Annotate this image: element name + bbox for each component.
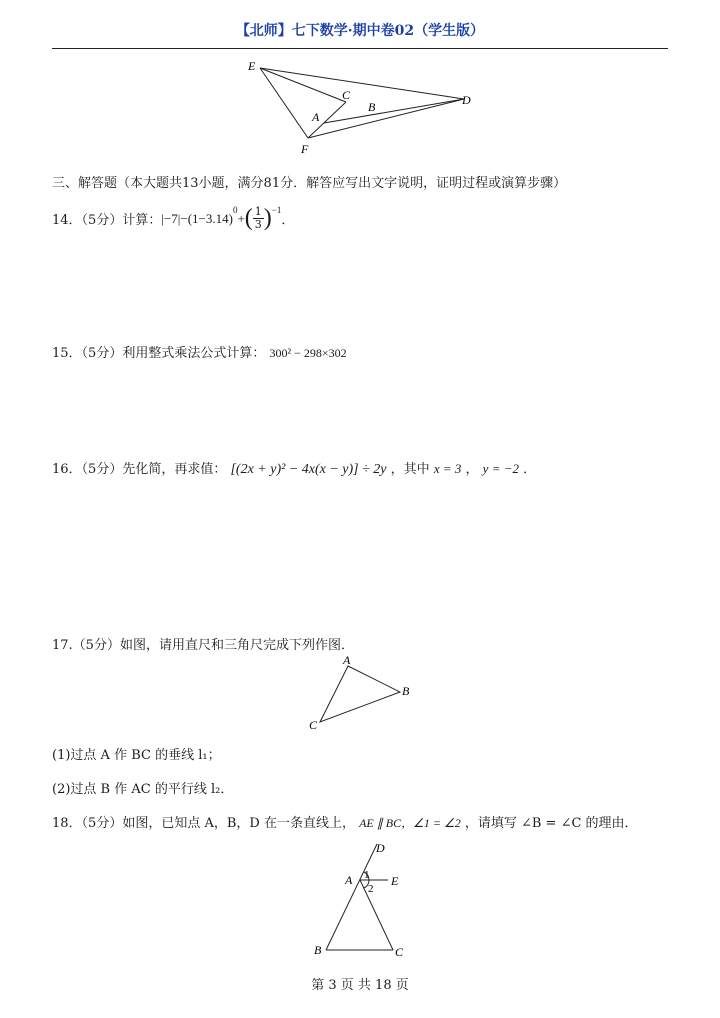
label-a: A — [312, 110, 320, 124]
q14-exponent-zero: 0 — [232, 205, 238, 215]
q18-angle-1: 1 — [364, 869, 370, 881]
q15-expression: 300² − 298×302 — [269, 346, 347, 360]
q18-suffix: ，请填写 ∠B = ∠C 的理由． — [464, 816, 638, 831]
q16-mid: ，其中 — [390, 462, 430, 477]
q18-condition: AE ∥ BC，∠1 = ∠2 — [359, 816, 461, 830]
q17-label-c: C — [309, 718, 318, 732]
segment-ec — [260, 68, 346, 102]
q14-left-paren: ( — [244, 205, 253, 231]
figure-triangle-abc — [300, 652, 420, 734]
question-17-part-1: (1)过点 A 作 BC 的垂线 l₁； — [52, 748, 221, 763]
q14-right-paren: ) — [263, 205, 272, 231]
q14-prefix: 14．（5分）计算： — [52, 213, 162, 228]
label-f: F — [301, 142, 309, 156]
q14-fraction — [253, 206, 264, 231]
q14-exponent-neg1: −1 — [271, 205, 282, 215]
q17-label-b: B — [402, 684, 410, 698]
label-d: D — [462, 93, 471, 107]
q18-label-d: D — [376, 841, 385, 855]
q14-plus: + — [237, 210, 245, 226]
q16-end: ． — [523, 462, 537, 477]
segment-ac — [360, 880, 393, 950]
q18-label-b: B — [314, 943, 322, 957]
section-3-heading: 三、解答题（本大题共13小题，满分81分．解答应写出文字说明，证明过程或演算步骤） — [52, 176, 567, 191]
q18-angle-2: 2 — [368, 883, 374, 895]
question-18 — [52, 812, 638, 831]
q16-expression: [(2x + y)² − 4x(x − y)] ÷ 2y — [230, 462, 387, 477]
question-15 — [52, 342, 347, 361]
q15-prefix: 15．（5分）利用整式乘法公式计算： — [52, 346, 266, 361]
header-divider — [52, 48, 668, 49]
label-b: B — [368, 100, 376, 114]
q16-sep: ， — [465, 462, 479, 477]
question-17: 17.（5分）如图，请用直尺和三角尺完成下列作图． — [52, 638, 354, 653]
label-c: C — [342, 88, 351, 102]
q14-expr-a: |−7|−(1−3.14) — [161, 210, 233, 226]
q14-end: ． — [281, 213, 295, 228]
q18-prefix: 18．（5分）如图，已知点 A，B，D 在一条直线上， — [52, 816, 355, 831]
triangle-abc — [320, 666, 400, 722]
figure-q18 — [300, 836, 420, 964]
q18-label-e: E — [391, 874, 399, 888]
q17-label-a: A — [343, 653, 351, 667]
question-17-part-2: (2)过点 B 作 AC 的平行线 l₂． — [52, 782, 234, 797]
q16-prefix: 16．（5分）先化简，再求值： — [52, 462, 227, 477]
segment-ef — [260, 68, 308, 138]
label-e: E — [248, 59, 256, 73]
q18-label-a: A — [345, 873, 353, 887]
q16-condition-x: x = 3 — [433, 461, 462, 476]
question-16 — [52, 458, 536, 478]
page-footer: 第 3 页 共 18 页 — [311, 978, 409, 993]
page-header-title: 【北师】七下数学·期中卷02（学生版） — [235, 23, 485, 39]
q14-fraction-numerator: 1 — [254, 205, 262, 218]
q18-label-c: C — [395, 945, 404, 959]
segment-fd — [308, 99, 464, 138]
figure-ecbdaf — [240, 56, 480, 160]
question-14 — [52, 205, 294, 232]
q14-fraction-denominator: 3 — [254, 218, 262, 231]
line-dab — [326, 844, 377, 950]
q16-condition-y: y = −2 — [482, 461, 519, 476]
segment-ed — [260, 68, 464, 99]
